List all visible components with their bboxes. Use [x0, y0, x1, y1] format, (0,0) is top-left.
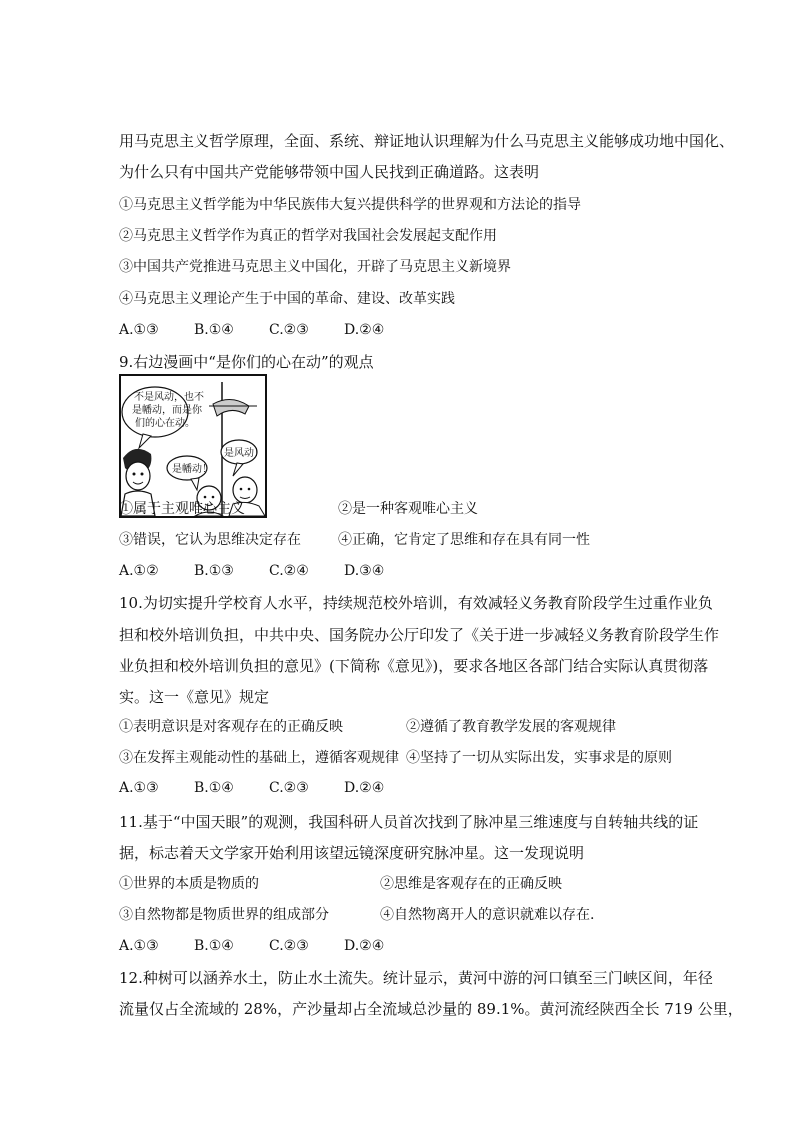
- cartoon-drawing: [121, 376, 265, 516]
- q11-option-a[interactable]: A.①③: [119, 938, 159, 954]
- q11-statement-3: ③自然物都是物质世界的组成部分: [119, 907, 329, 923]
- q9-option-a[interactable]: A.①②: [119, 563, 159, 579]
- q11-option-d[interactable]: D.②④: [344, 938, 385, 954]
- q11-statement-4: ④自然物离开人的意识就难以存在.: [380, 907, 595, 923]
- q11-option-c[interactable]: C.②③: [269, 938, 309, 954]
- cartoon-bubble-main-line-2: 是幡动，而是你: [132, 405, 202, 416]
- q9-statement-2: ②是一种客观唯心主义: [338, 501, 478, 517]
- q8-statement-1: ①马克思主义哲学能为中华民族伟大复兴提供科学的世界观和方法论的指导: [119, 197, 581, 213]
- q10-stem-line-4: 实。这一《意见》规定: [119, 688, 270, 706]
- q10-options: [119, 778, 419, 798]
- q11-stem-line-1: 11.基于“中国天眼”的观测，我国科研人员首次找到了脉冲星三维速度与自转轴共线的证: [119, 813, 699, 831]
- q11-stem-line-2: 据，标志着天文学家开始利用该望远镜深度研究脉冲星。这一发现说明: [119, 844, 585, 862]
- q12-stem-line-1: 12.种树可以涵养水土，防止水土流失。统计显示，黄河中游的河口镇至三门峡区间，年径: [119, 969, 713, 987]
- q8-stem-line-1: 用马克思主义哲学原理，全面、系统、辩证地认识理解为什么马克思主义能够成功地中国化、: [119, 132, 735, 150]
- q9-statement-4: ④正确，它肯定了思维和存在具有同一性: [338, 532, 590, 548]
- q10-option-a[interactable]: A.①③: [119, 780, 159, 796]
- q9-options: [119, 561, 419, 581]
- q12-stem-line-2: 流量仅占全流域的 28%，产沙量却占全流域总沙量的 89.1%。黄河流经陕西全长 719 公里，: [119, 1000, 743, 1018]
- q10-option-d[interactable]: D.②④: [344, 780, 385, 796]
- q9-option-d[interactable]: D.③④: [344, 563, 385, 579]
- q9-option-b[interactable]: B.①③: [194, 563, 234, 579]
- q8-statement-4: ④马克思主义理论产生于中国的革命、建设、改革实践: [119, 291, 455, 307]
- q11-statement-2: ②思维是客观存在的正确反映: [380, 876, 562, 892]
- q10-statement-2: ②遵循了教育教学发展的客观规律: [406, 719, 616, 735]
- q9-statement-1: ①属于主观唯心主义: [119, 501, 245, 517]
- q10-statement-4: ④坚持了一切从实际出发，实事求是的原则: [406, 750, 672, 766]
- q11-options: [119, 936, 419, 956]
- cartoon-bubble-main-line-3: 们的心在动。: [135, 418, 195, 429]
- cartoon-bubble-right: 是风动！: [224, 448, 264, 459]
- q10-stem-line-1: 10.为切实提升学校育人水平，持续规范校外培训，有效减轻义务教育阶段学生过重作业负: [119, 594, 713, 612]
- q8-option-a[interactable]: A.①③: [119, 322, 159, 338]
- cartoon-bubble-left: 是幡动！: [172, 464, 212, 475]
- q10-statement-1: ①表明意识是对客观存在的正确反映: [119, 719, 343, 735]
- q10-option-b[interactable]: B.①④: [194, 780, 234, 796]
- q8-option-c[interactable]: C.②③: [269, 322, 309, 338]
- q11-statement-1: ①世界的本质是物质的: [119, 876, 259, 892]
- q10-stem-line-2: 担和校外培训负担，中共中央、国务院办公厅印发了《关于进一步减轻义务教育阶段学生作: [119, 626, 720, 644]
- cartoon-illustration: [119, 374, 267, 518]
- q8-stem-line-2: 为什么只有中国共产党能够带领中国人民找到正确道路。这表明: [119, 163, 540, 181]
- q9-option-c[interactable]: C.②④: [269, 563, 309, 579]
- q8-statement-2: ②马克思主义哲学作为真正的哲学对我国社会发展起支配作用: [119, 228, 497, 244]
- q11-option-b[interactable]: B.①④: [194, 938, 234, 954]
- q10-stem-line-3: 业负担和校外培训负担的意见》(下简称《意见》)，要求各地区各部门结合实际认真贯彻落: [119, 657, 709, 675]
- q8-options: [119, 320, 419, 340]
- q10-statement-3: ③在发挥主观能动性的基础上，遵循客观规律: [119, 750, 399, 766]
- q9-stem: 9.右边漫画中“是你们的心在动”的观点: [119, 353, 374, 371]
- q8-option-d[interactable]: D.②④: [344, 322, 385, 338]
- q8-statement-3: ③中国共产党推进马克思主义中国化，开辟了马克思主义新境界: [119, 259, 511, 275]
- q9-statement-3: ③错误，它认为思维决定存在: [119, 532, 301, 548]
- q10-option-c[interactable]: C.②③: [269, 780, 309, 796]
- q8-option-b[interactable]: B.①④: [194, 322, 234, 338]
- cartoon-bubble-main-line-1: 不是风动，也不: [134, 392, 204, 403]
